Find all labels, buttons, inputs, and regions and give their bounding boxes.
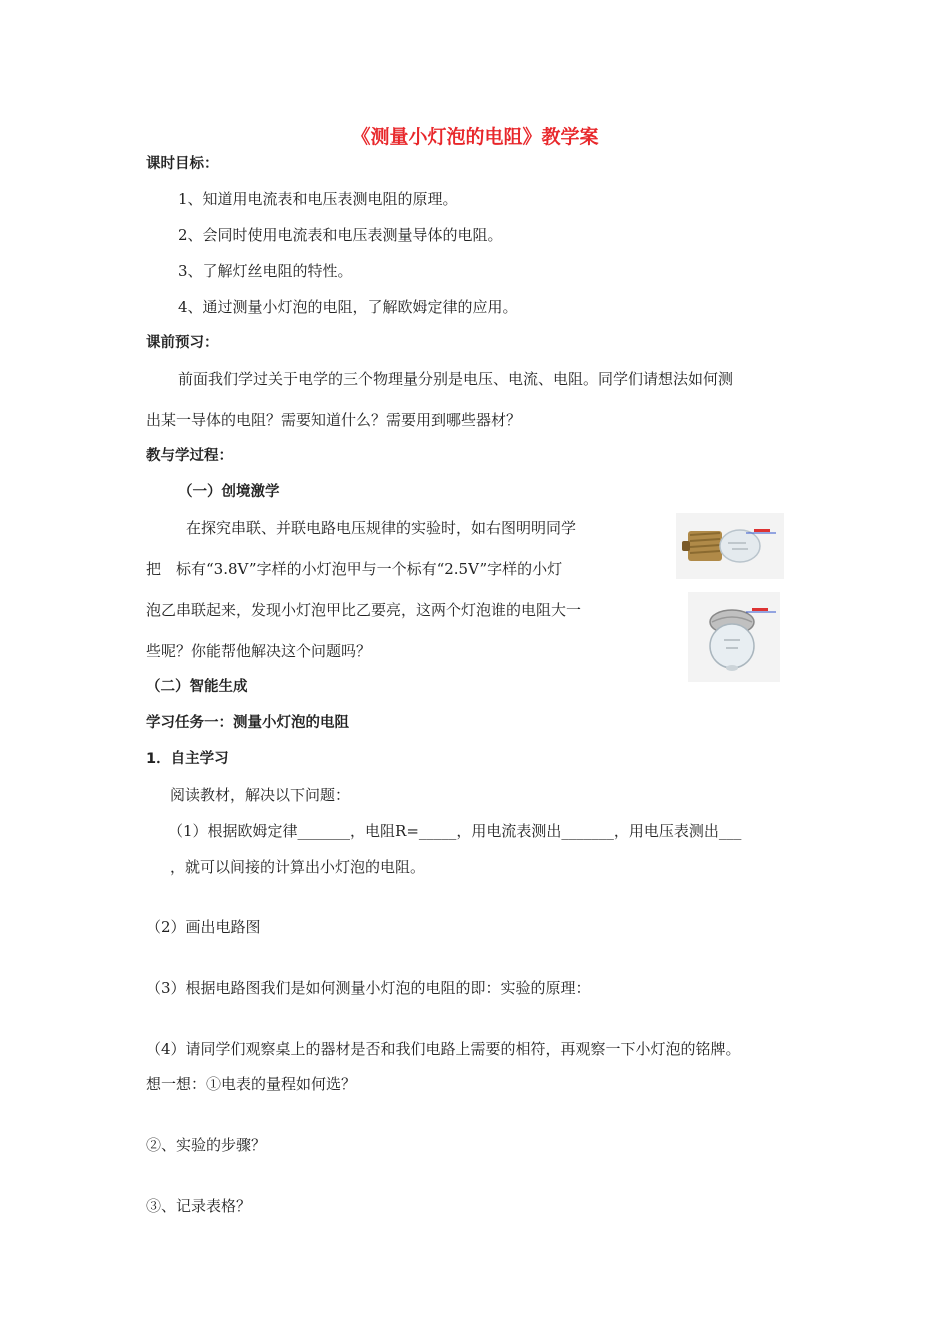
preview-heading: 课前预习：	[146, 335, 219, 351]
section1-line-3: 泡乙串联起来，发现小灯泡甲比乙要亮，这两个灯泡谁的电阻大一	[146, 601, 582, 619]
preview-line-2: 出某一导体的电阻？需要知道什么？需要用到哪些器材？	[146, 411, 522, 429]
q4-line-2: 想一想：①电表的量程如何选？	[146, 1075, 357, 1093]
preview-line-1: 前面我们学过关于电学的三个物理量分别是电压、电流、电阻。同学们请想法如何测	[178, 370, 734, 388]
document-title: 《测量小灯泡的电阻》教学案	[351, 126, 599, 148]
bulb-image-1	[676, 513, 784, 579]
task1-read: 阅读教材，解决以下问题：	[170, 786, 351, 804]
goal-item-4: 4、通过测量小灯泡的电阻，了解欧姆定律的应用。	[178, 298, 518, 316]
goals-heading: 课时目标：	[146, 156, 219, 172]
section1-line-2: 把 标有“3.8V”字样的小灯泡甲与一个标有“2.5V”字样的小灯	[146, 560, 563, 578]
process-heading: 教与学过程：	[146, 448, 233, 464]
task1-sub1: 1．自主学习	[146, 751, 229, 767]
bulb-image-2	[688, 592, 780, 682]
goal-item-3: 3、了解灯丝电阻的特性。	[178, 262, 353, 280]
q4-line-1: （4）请同学们观察桌上的器材是否和我们电路上需要的相符，再观察一下小灯泡的铭牌。	[146, 1040, 741, 1058]
section1-line-1: 在探究串联、并联电路电压规律的实验时，如右图明明同学	[186, 519, 577, 537]
goal-item-2: 2、会同时使用电流表和电压表测量导体的电阻。	[178, 226, 503, 244]
q4-step-3: ③、记录表格？	[146, 1197, 252, 1215]
q1-line-1: （1）根据欧姆定律_______，电阻R=_____，用电流表测出_______，用电压表测出___	[168, 822, 742, 840]
task1-heading: 学习任务一：测量小灯泡的电阻	[146, 715, 349, 731]
q4-step-2: ②、实验的步骤？	[146, 1136, 267, 1154]
q3: （3）根据电路图我们是如何测量小灯泡的电阻的即：实验的原理：	[146, 979, 591, 997]
goal-item-1: 1、知道用电流表和电压表测电阻的原理。	[178, 190, 458, 208]
section1-heading: （一）创境激学	[178, 484, 280, 500]
section2-heading: （二）智能生成	[146, 679, 248, 695]
q1-line-2: ，就可以间接的计算出小灯泡的电阻。	[170, 858, 426, 876]
section1-line-4: 些呢？你能帮他解决这个问题吗？	[146, 642, 372, 660]
q2: （2）画出电路图	[146, 918, 261, 936]
